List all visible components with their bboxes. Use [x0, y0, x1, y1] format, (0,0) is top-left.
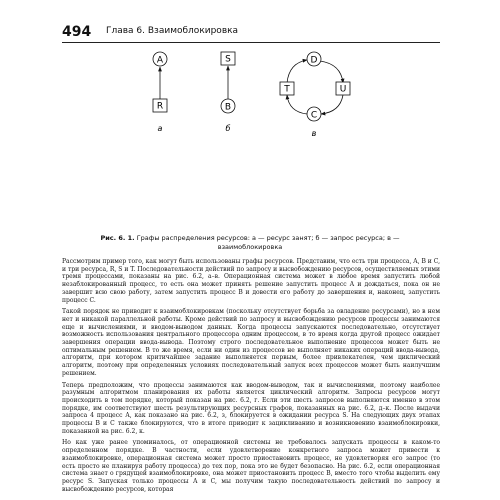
- resource-label-s: S: [225, 54, 231, 65]
- page-number: 494: [62, 24, 92, 40]
- page-header: [62, 22, 440, 42]
- cycle-arc-bottom-right: [321, 95, 343, 114]
- graph-c: [280, 52, 350, 138]
- paragraph: Рассмотрим пример того, как могут быть использованы графы ресурсов. Представим, что есть три процесса, A, B и C, и три ресурса, R, S и T. Последовательности действий по запросу и высвобождению ресурсов, осуществляемых этими тремя процессами, показаны на рис. 6.2, а–в. Операционная система может в любое время запустить любой незаблокированный процесс, то есть она может принять решение запустить процесс A и дождаться, пока он не завершит всю свою работу, затем запустить процесс B и довести его работу до завершения и, наконец, запустить процесс C.: [62, 258, 440, 304]
- graph-b: [221, 52, 235, 133]
- resource-label-u: U: [339, 84, 347, 95]
- figure-sublabel-c: в: [311, 129, 317, 138]
- header-rule: [62, 42, 440, 43]
- paragraph: Такой порядок не приводит к взаимоблокировкам (поскольку отсутствует борьба за овладение ресурсами), но в нем нет и никакой параллельной работы. Кроме действий по запросу и высвобождению ресурсов процессы занимаются еще и вычислениями, и вводом-выводом данных. Когда процессы запускаются последовательно, отсутствует возможность использования центрального процессора одним процессом, в то время когда другой процесс ожидает завершения операции ввода-вывода. Поэтому строго последовательное выполнение процессов может быть не оптимальным решением. В то же время, если ни один из процессов не выполняет никаких операций ввода-вывода, алгоритм, при котором критичайшее задание выполняется первым, более привлекателен, чем циклический алгоритм, поэтому при определенных условиях последовательный запуск всех процессов может быть наилучшим решением.: [62, 308, 440, 377]
- chapter-title: Глава 6. Взаимоблокировка: [106, 26, 239, 36]
- process-label-d: D: [310, 55, 318, 66]
- resource-label-r: R: [156, 101, 164, 112]
- figure-caption-text: Графы распределения ресурсов: а — ресурс занят; б — запрос ресурса; в — взаимоблокировка: [134, 234, 400, 251]
- body-text: [62, 258, 440, 497]
- paragraph: Теперь предположим, что процессы занимаются как вводом-выводом, так и вычислениями, поэтому наиболее разумным алгоритмом планирования их работы является циклический алгоритм. Запросы ресурсов могут происходить в том порядке, который показан на рис. 6.2, г. Если эти шесть запросов выполняются именно в этом порядке, им соответствуют шесть результирующих ресурсных графов, показанных на рис. 6.2, д–к. После выдачи запроса 4 процесс A, как показано на рис. 6.2, з, блокируется в ожидании ресурса S. На следующих двух этапах процессы B и C также блокируются, что в итоге приводит к зацикливанию и возникновению взаимоблокировки, показанной на рис. 6.2, к.: [62, 381, 440, 435]
- process-label-b: B: [224, 102, 232, 113]
- process-label-a: A: [156, 55, 164, 66]
- figure-caption-label: Рис. 6. 1.: [100, 234, 135, 242]
- cycle-arc-top-right: [320, 61, 343, 83]
- figure-caption: [70, 234, 430, 251]
- cycle-arc-bottom-left: [287, 95, 307, 114]
- cycle-arc-top-left: [287, 60, 307, 83]
- process-label-c: C: [310, 110, 318, 121]
- graph-a: [153, 52, 167, 133]
- resource-label-t: T: [284, 84, 290, 95]
- figure-sublabel-a: а: [157, 124, 163, 133]
- resource-graph-figure: [62, 46, 440, 231]
- paragraph: Но как уже ранее упоминалось, от операционной системы не требовалось запускать процессы в каком-то определенном порядке. В частности, если удовлетворение конкретного запроса может привести к взаимоблокировке, операционная система может просто приостановить процесс, не удовлетворяя его запрос (то есть просто не планируя работу процесса) до тех пор, пока это не будет безопасно. На рис. 6.2, если операционная система знает о грядущей взаимоблокировке, она может приостановить процесс B, вместо того чтобы выделить ему ресурс S. Запуская только процессы A и C, мы получим такую последовательность действий по запросу и высвобождению ресурсов, которая: [62, 439, 440, 493]
- figure-sublabel-b: б: [225, 124, 231, 133]
